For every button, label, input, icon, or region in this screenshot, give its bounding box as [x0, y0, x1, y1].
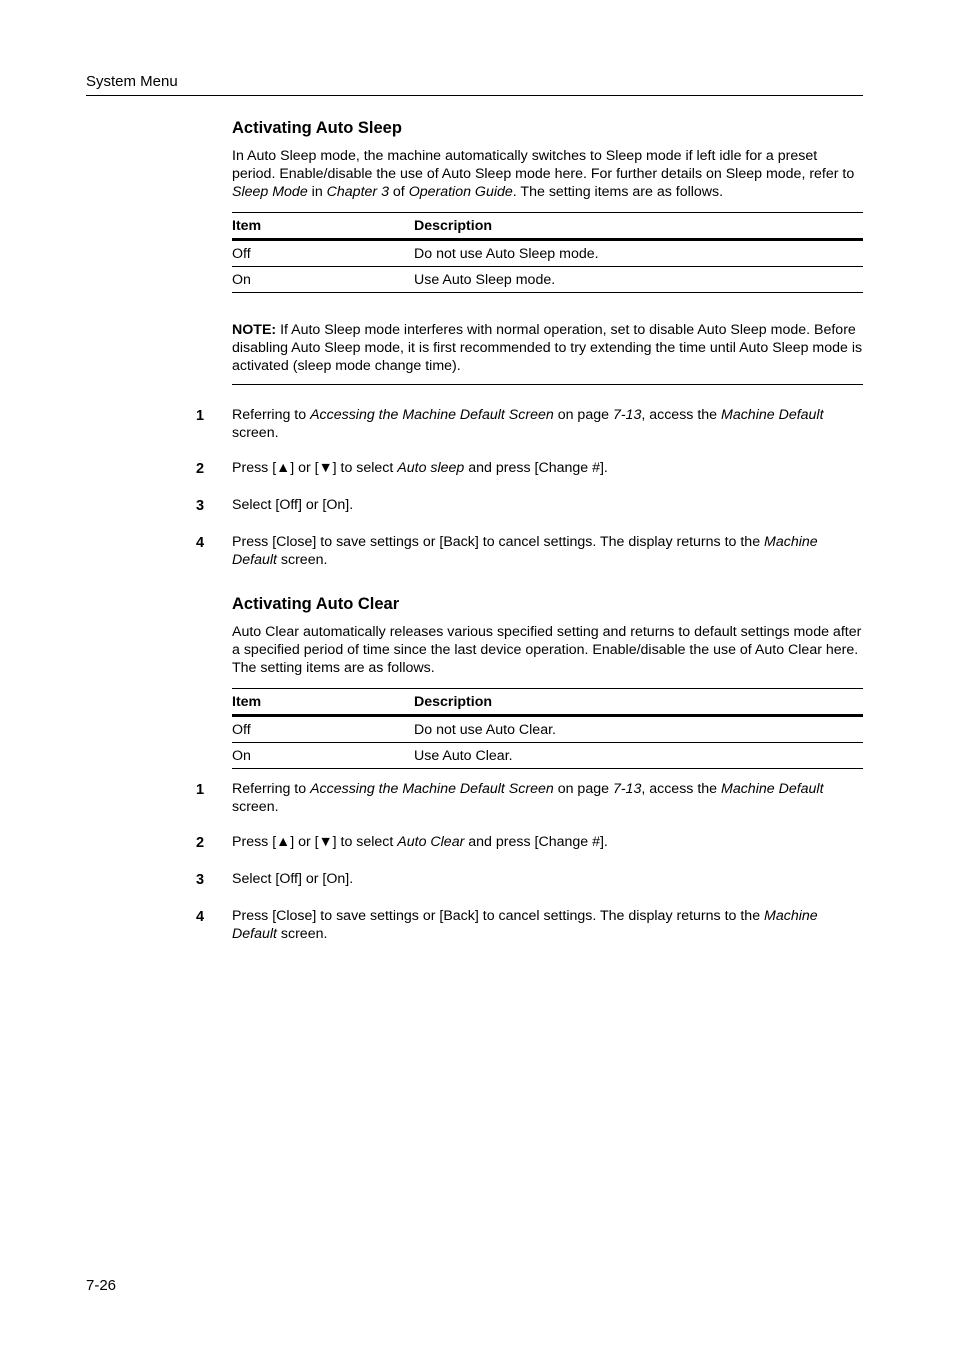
step-ref: Accessing the Machine Default Screen: [310, 781, 554, 797]
step-ref: Accessing the Machine Default Screen: [310, 407, 554, 423]
step-ref: Machine Default: [721, 407, 824, 423]
step-text-part: , access the: [641, 407, 721, 423]
table-header-row: [232, 213, 863, 240]
step-text: [232, 496, 863, 514]
step-text-part: on page: [553, 781, 613, 797]
auto-clear-heading: Activating Auto Clear: [232, 595, 400, 613]
step-text: [232, 833, 863, 851]
auto-sleep-heading: Activating Auto Sleep: [232, 119, 402, 137]
step-number: 3: [196, 872, 205, 888]
table-cell-description: Do not use Auto Sleep mode.: [414, 245, 599, 262]
auto-sleep-section: [232, 118, 863, 293]
step-ref: 7-13: [612, 781, 642, 797]
auto-clear-intro: Auto Clear automatically releases various specified setting and returns to default settings mode after a specified period of time since the last device operation. Enable/disable the use of Auto Clear here. The setting items are as follows.: [232, 624, 862, 676]
table-cell-item: On: [232, 747, 251, 764]
step-ref: Auto sleep: [397, 460, 465, 476]
step-text-part: Select [Off] or [On].: [232, 871, 354, 887]
step: [196, 496, 863, 514]
step: [196, 459, 863, 477]
step: [196, 907, 863, 943]
intro-text: In Auto Sleep mode, the machine automatically switches to Sleep mode if left idle for a preset period. Enable/disable the use of Auto Sleep mode here. For further details on Sleep mode, refer to: [232, 148, 855, 182]
table-cell-description: Do not use Auto Clear.: [414, 721, 556, 738]
auto-sleep-intro: [232, 147, 863, 201]
step-text: [232, 780, 863, 816]
step-text: [232, 406, 863, 442]
table-row: [232, 743, 863, 769]
step-number: 4: [196, 909, 205, 925]
table-row: [232, 716, 863, 743]
step: [196, 833, 863, 851]
table-header-row: [232, 689, 863, 716]
step-text-part: Referring to: [232, 407, 311, 423]
step-text-part: screen.: [276, 552, 328, 568]
step-text-part: Press [▲] or [▼] to select: [232, 460, 398, 476]
step-text-part: Referring to: [232, 781, 311, 797]
step: [196, 870, 863, 888]
step-text-part: screen.: [276, 926, 328, 942]
table-cell-item: Off: [232, 721, 251, 738]
step-ref: Machine Default: [721, 781, 824, 797]
step-text-part: Select [Off] or [On].: [232, 497, 354, 513]
step-text-part: Press [Close] to save settings or [Back] to cancel settings. The display returns to the: [232, 908, 765, 924]
step-number: 1: [196, 408, 205, 424]
note-text: If Auto Sleep mode interferes with normal operation, set to disable Auto Sleep mode. Before disabling Auto Sleep mode, it is first recommended to try extending the time until Auto Sleep mode is activated (sleep mode change time).: [232, 322, 863, 374]
step-text-part: Press [Close] to save settings or [Back] to cancel settings. The display returns to the: [232, 534, 765, 550]
intro-ref-sleep-mode: Sleep Mode: [232, 184, 308, 200]
intro-text: . The setting items are as follows.: [512, 184, 724, 200]
step-text-part: and press [Change #].: [464, 460, 608, 476]
column-header-item: Item: [232, 217, 262, 234]
step-text: [232, 907, 863, 943]
step-ref: Machine Default: [232, 534, 818, 568]
column-header-description: Description: [414, 693, 493, 710]
note-label: NOTE:: [232, 322, 277, 338]
step-text-part: on page: [553, 407, 613, 423]
auto-clear-section: [232, 594, 863, 769]
table-cell-item: Off: [232, 245, 251, 262]
step-text-part: Press [▲] or [▼] to select: [232, 834, 398, 850]
step-text-part: , access the: [641, 781, 721, 797]
step-number: 1: [196, 782, 205, 798]
step-text: [232, 533, 863, 569]
step-text: [232, 459, 863, 477]
table-cell-item: On: [232, 271, 251, 288]
step-text-part: and press [Change #].: [464, 834, 608, 850]
auto-sleep-table: [232, 212, 863, 293]
step-text-part: screen.: [232, 799, 279, 815]
note-box: [232, 321, 863, 385]
step: [196, 533, 863, 569]
step-number: 2: [196, 835, 205, 851]
running-header: System Menu: [86, 73, 863, 96]
step-number: 3: [196, 498, 205, 514]
intro-text: in: [307, 184, 327, 200]
step-ref: 7-13: [612, 407, 642, 423]
step-text: [232, 870, 863, 888]
column-header-description: Description: [414, 217, 493, 234]
page-number: 7-26: [86, 1277, 117, 1294]
step-number: 2: [196, 461, 205, 477]
step-ref: Auto Clear: [397, 834, 465, 850]
table-row: [232, 240, 863, 267]
table-cell-description: Use Auto Sleep mode.: [414, 271, 556, 288]
intro-text: of: [388, 184, 409, 200]
step: [196, 780, 863, 816]
column-header-item: Item: [232, 693, 262, 710]
intro-ref-guide: Operation Guide: [408, 184, 513, 200]
table-cell-description: Use Auto Clear.: [414, 747, 513, 764]
step-number: 4: [196, 535, 205, 551]
table-row: [232, 267, 863, 293]
step: [196, 406, 863, 442]
auto-clear-table: [232, 688, 863, 769]
intro-ref-chapter: Chapter 3: [326, 184, 389, 200]
step-text-part: screen.: [232, 425, 279, 441]
step-ref: Machine Default: [232, 908, 818, 942]
